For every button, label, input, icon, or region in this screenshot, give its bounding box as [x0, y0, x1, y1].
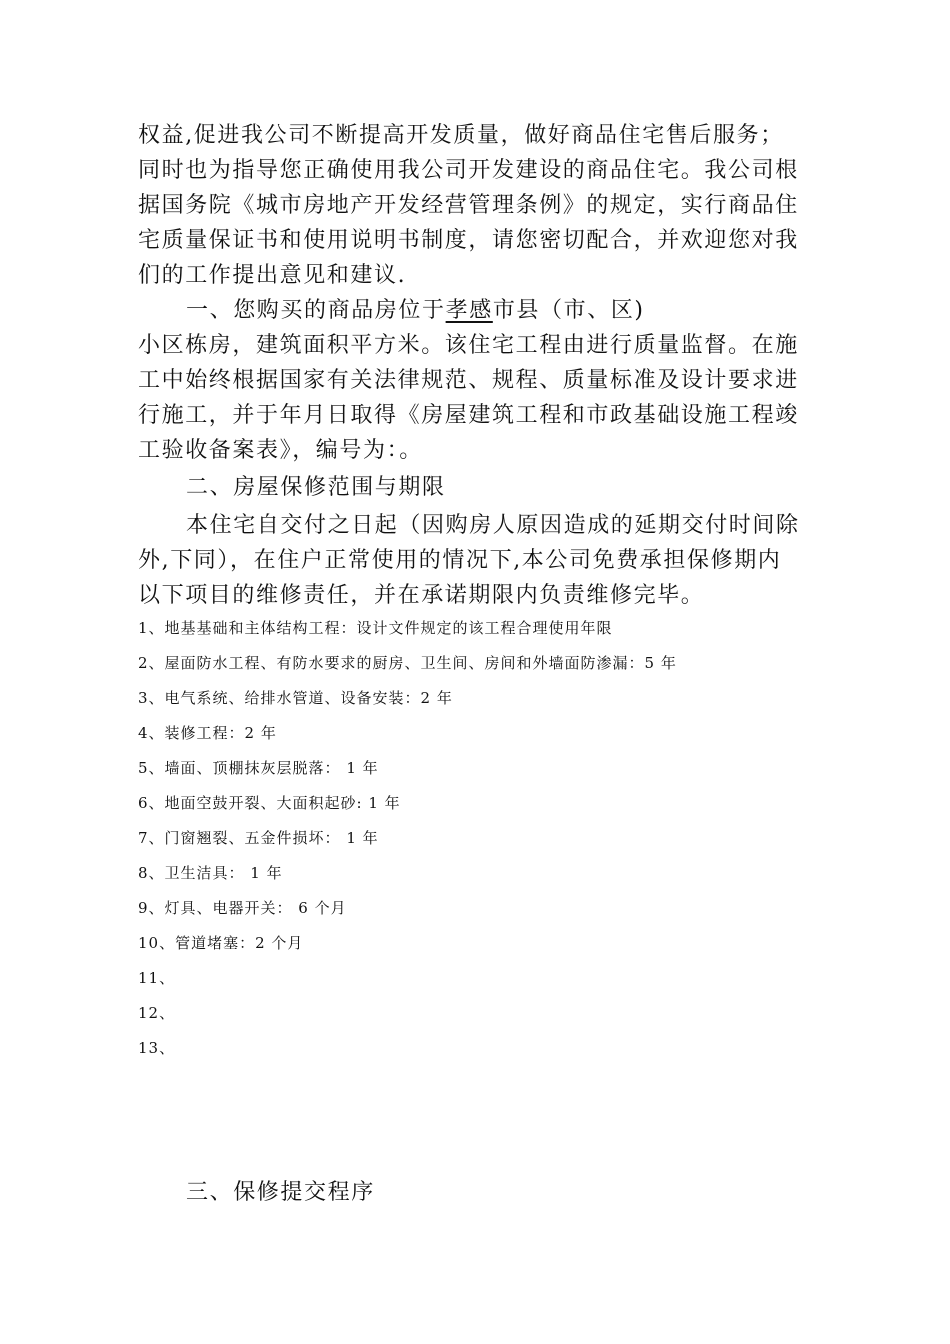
- warranty-item: 4、装修工程：2 年: [138, 724, 277, 742]
- section1-line: 工验收备案表》，编号为：。: [138, 438, 423, 463]
- warranty-item: 2、屋面防水工程、有防水要求的厨房、卫生间、房间和外墙面防渗漏：5 年: [138, 654, 677, 672]
- intro-line: 同时也为指导您正确使用我公司开发建设的商品住宅。我公司根: [138, 158, 799, 183]
- intro-line: 据国务院《城市房地产开发经营管理条例》的规定，实行商品住: [138, 193, 799, 218]
- warranty-item: 5、墙面、顶棚抹灰层脱落： 1 年: [138, 759, 379, 777]
- intro-line: 宅质量保证书和使用说明书制度，请您密切配合，并欢迎您对我: [138, 228, 799, 253]
- warranty-item: 7、门窗翘裂、五金件损坏： 1 年: [138, 829, 379, 847]
- warranty-item: 1、地基基础和主体结构工程：设计文件规定的该工程合理使用年限: [138, 619, 613, 637]
- warranty-item: 12、: [138, 1004, 176, 1022]
- section2-line: 以下项目的维修责任，并在承诺期限内负责维修完毕。: [138, 583, 705, 608]
- section1-prefix: 一、您购买的商品房位于: [186, 298, 446, 323]
- section1-line: 小区栋房，建筑面积平方米。该住宅工程由进行质量监督。在施: [138, 333, 799, 358]
- warranty-item: 6、地面空鼓开裂、大面积起砂: 1 年: [138, 794, 401, 812]
- warranty-item: 8、卫生洁具： 1 年: [138, 864, 283, 882]
- section2-line: 外,下同），在住户正常使用的情况下,本公司免费承担保修期内: [138, 548, 782, 573]
- intro-line: 权益,促进我公司不断提高开发质量，做好商品住宅售后服务；: [138, 123, 784, 148]
- section1-line: 行施工，并于年月日取得《房屋建筑工程和市政基础设施工程竣: [138, 403, 799, 428]
- warranty-item: 13、: [138, 1039, 176, 1057]
- section3-heading: 三、保修提交程序: [186, 1180, 375, 1205]
- intro-line: 们的工作提出意见和建议.: [138, 263, 407, 288]
- section1-heading: [186, 293, 645, 324]
- warranty-item: 3、电气系统、给排水管道、设备安装：2 年: [138, 689, 453, 707]
- section1-suffix: 市县（市、区): [492, 298, 645, 323]
- section2-line: 本住宅自交付之日起（因购房人原因造成的延期交付时间除: [186, 513, 800, 538]
- warranty-item: 11、: [138, 969, 176, 987]
- section2-heading: 二、房屋保修范围与期限: [186, 475, 446, 500]
- section1-line: 工中始终根据国家有关法律规范、规程、质量标准及设计要求进: [138, 368, 799, 393]
- warranty-item: 9、灯具、电器开关： 6 个月: [138, 899, 347, 917]
- warranty-item: 10、管道堵塞：2 个月: [138, 934, 304, 952]
- section1-city: 孝感: [445, 298, 493, 323]
